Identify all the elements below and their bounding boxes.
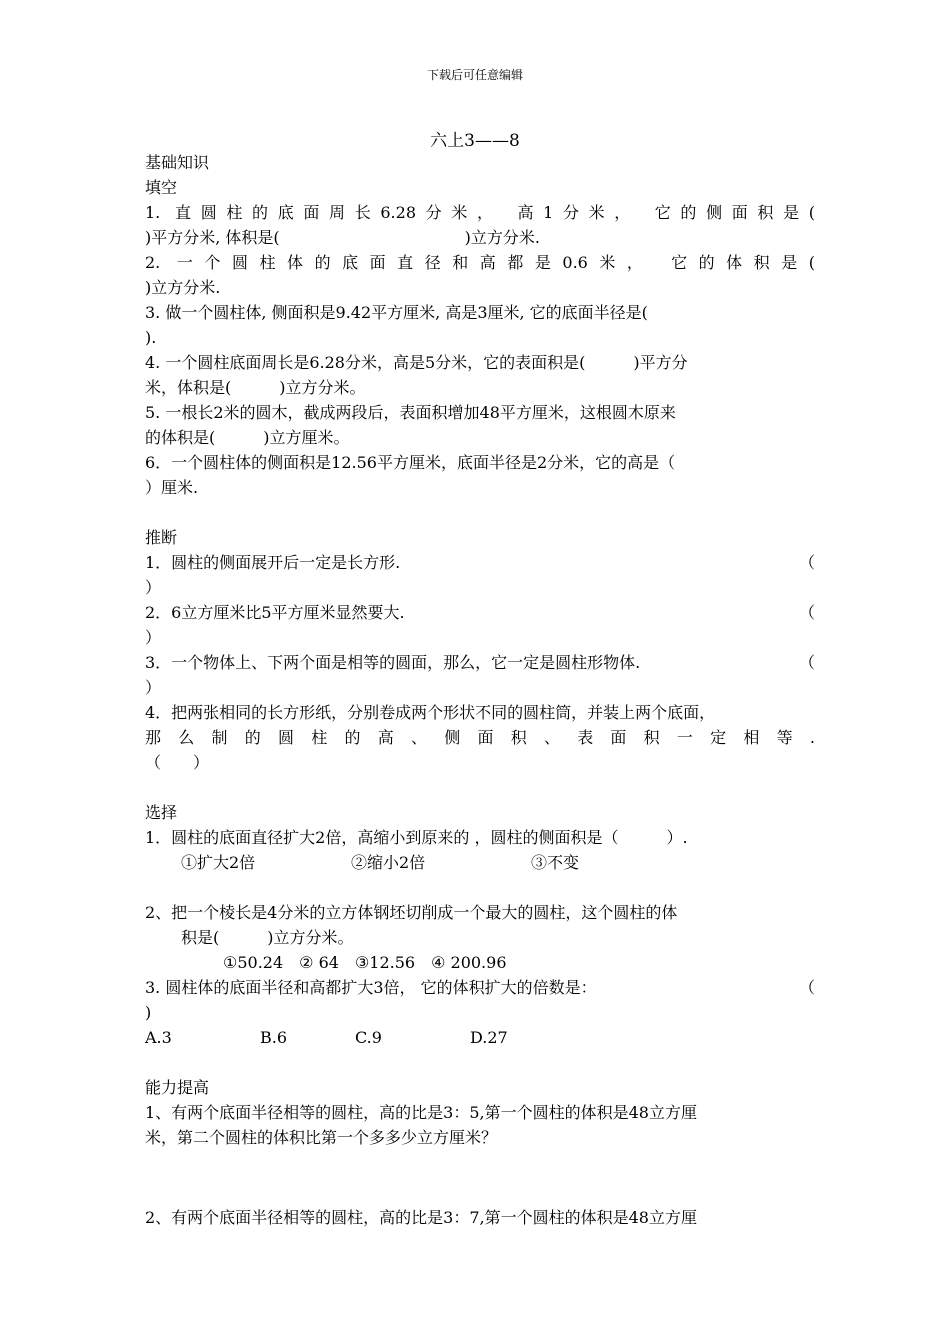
ability-q2-line1: 2、有两个底面半径相等的圆柱，高的比是3：7,第一个圆柱的体积是48立方厘: [145, 1208, 697, 1227]
worksheet-body: [145, 150, 815, 1230]
choice-q1-opt2: ②缩小2倍: [351, 853, 426, 872]
choice-q1-opt3: ③不变: [531, 853, 580, 872]
judge-q1-open: （: [798, 553, 815, 572]
judge-q2-open: （: [798, 603, 815, 622]
fill-q3-line2: ).: [145, 328, 157, 347]
section-fill: 填空: [145, 178, 178, 197]
judge-q4-line1: 4．把两张相同的长方形纸，分别卷成两个形状不同的圆柱筒，并装上两个底面，: [145, 703, 716, 722]
judge-q1: [145, 550, 815, 575]
fill-q2-line1: 2. 一个圆柱体的底面直径和高都是0.6米， 它的体积是(: [145, 253, 815, 272]
fill-q1-post: )立方分米.: [464, 228, 541, 247]
judge-q2: [145, 600, 815, 625]
section-basic: 基础知识: [145, 153, 210, 172]
section-judge: 推断: [145, 528, 178, 547]
fill-q2-line2: )立方分米.: [145, 278, 221, 297]
fill-q5-line2: 的体积是( )立方厘米。: [145, 428, 350, 447]
choice-q3-open: （: [798, 978, 815, 997]
header-note: 下载后可任意编辑: [426, 68, 523, 82]
choice-q3-text: 3. 圆柱体的底面半径和高都扩大3倍， 它的体积扩大的倍数是：: [145, 978, 597, 997]
judge-q3: [145, 650, 815, 675]
section-ability: 能力提高: [145, 1078, 210, 1097]
choice-q3-opt-d: D.27: [470, 1028, 508, 1047]
choice-q2-options: ①50.24 ② 64 ③12.56 ④ 200.96: [223, 953, 507, 972]
judge-q1-close: ）: [145, 578, 162, 597]
choice-q3-options: [145, 1025, 815, 1050]
fill-q3-line1: 3. 做一个圆柱体, 侧面积是9.42平方厘米, 高是3厘米, 它的底面半径是(: [145, 303, 648, 322]
choice-q3-opt-a: A.3: [145, 1028, 172, 1047]
fill-q1-line1: 1. 直圆柱的底面周长6.28分米， 高1分米， 它的侧面积是(: [145, 203, 815, 222]
choice-q3-line1: [145, 975, 815, 1000]
choice-q3-opt-c: C.9: [355, 1028, 382, 1047]
fill-q6-line2: ）厘米.: [145, 478, 199, 497]
judge-q3-close: ）: [145, 678, 162, 697]
judge-q3-open: （: [798, 653, 815, 672]
ability-q1-line2: 米，第二个圆柱的体积比第一个多多少立方厘米？: [145, 1128, 498, 1147]
fill-q1-pre: )平方分米, 体积是(: [145, 228, 280, 247]
judge-q2-close: ）: [145, 628, 162, 647]
choice-q1: 1．圆柱的底面直径扩大2倍，高缩小到原来的 ，圆柱的侧面积是（ ）.: [145, 828, 688, 847]
choice-q3-line2: ): [145, 1003, 152, 1022]
choice-q2-line1: 2、把一个棱长是4分米的立方体钢坯切削成一个最大的圆柱，这个圆柱的体: [145, 903, 678, 922]
judge-q1-text: 1．圆柱的侧面展开后一定是长方形.: [145, 553, 401, 572]
page-title: 六上3——8: [430, 131, 520, 151]
fill-q4-line1: 4. 一个圆柱底面周长是6.28分米，高是5分米，它的表面积是( )平方分: [145, 353, 688, 372]
fill-q6-line1: 6．一个圆柱体的侧面积是12.56平方厘米，底面半径是2分米，它的高是（: [145, 453, 676, 472]
choice-q3-opt-b: B.6: [260, 1028, 288, 1047]
fill-q1-line2: [145, 225, 815, 250]
fill-q4-line2: 米，体积是( )立方分米。: [145, 378, 366, 397]
choice-q1-options: [145, 850, 815, 875]
judge-q4-line2: 那么制的圆柱的高、侧面积、表面积一定相等.: [145, 728, 815, 747]
fill-q5-line1: 5. 一根长2米的圆木，截成两段后，表面积增加48平方厘米，这根圆木原来: [145, 403, 676, 422]
judge-q2-text: 2．6立方厘米比5平方厘米显然要大.: [145, 603, 405, 622]
choice-q1-opt1: ①扩大2倍: [181, 853, 256, 872]
judge-q4-line3: （ ）: [145, 753, 210, 772]
section-choice: 选择: [145, 803, 178, 822]
choice-q2-line2: 积是( )立方分米。: [181, 928, 354, 947]
ability-q1-line1: 1、有两个底面半径相等的圆柱，高的比是3：5,第一个圆柱的体积是48立方厘: [145, 1103, 697, 1122]
judge-q3-text: 3．一个物体上、下两个面是相等的圆面，那么，它一定是圆柱形物体.: [145, 653, 641, 672]
